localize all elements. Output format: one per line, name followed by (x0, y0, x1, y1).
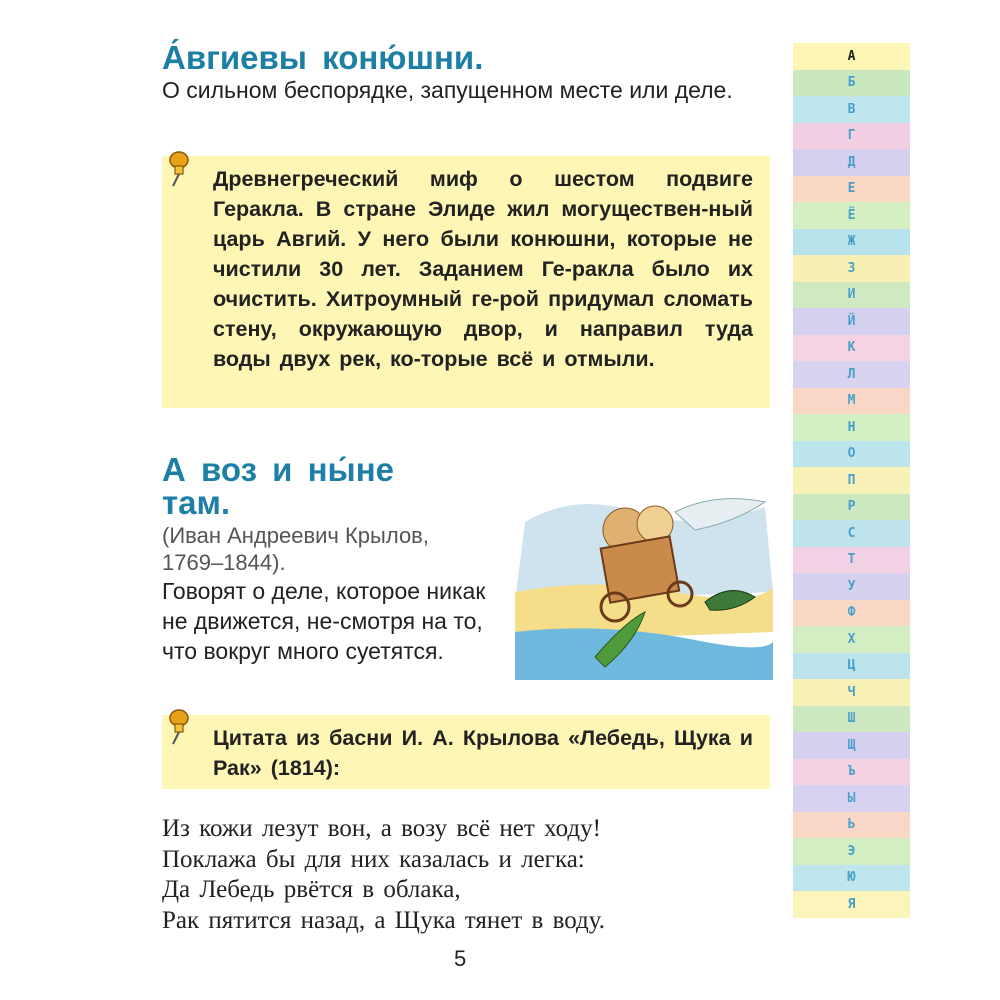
poem-line: Да Лебедь рвётся в облака, (162, 876, 461, 903)
alphabet-tab-30[interactable]: Ь (793, 812, 910, 839)
alphabet-tab-18[interactable]: Р (793, 494, 910, 521)
alphabet-tab-25[interactable]: Ч (793, 679, 910, 706)
entry-title-cart-still-there-line2: там. (162, 484, 231, 521)
entry-title-augean-stables: А́вгиевы коню́шни. (162, 39, 484, 76)
alphabet-tab-6[interactable]: Е (793, 176, 910, 203)
alphabet-tab-29[interactable]: Ы (793, 785, 910, 812)
alphabet-tab-28[interactable]: Ъ (793, 759, 910, 786)
quote-intro: Цитата из басни И. А. Крылова «Лебедь, Щука и Рак» (1814): (213, 726, 753, 780)
alphabet-tab-11[interactable]: Й (793, 308, 910, 335)
alphabet-tab-19[interactable]: С (793, 520, 910, 547)
alphabet-tab-9[interactable]: З (793, 255, 910, 282)
alphabet-tab-21[interactable]: У (793, 573, 910, 600)
alphabet-tab-27[interactable]: Щ (793, 732, 910, 759)
alphabet-index (793, 43, 910, 925)
alphabet-tab-33[interactable]: Я (793, 891, 910, 918)
pushpin-icon (164, 150, 194, 195)
entry-definition: О сильном беспорядке, запущенном месте или деле. (162, 77, 733, 103)
alphabet-tab-3[interactable]: В (793, 96, 910, 123)
alphabet-tab-7[interactable]: Ё (793, 202, 910, 229)
pushpin-icon (164, 708, 194, 753)
alphabet-tab-16[interactable]: О (793, 441, 910, 468)
entry-title-cart-still-there: А воз и ны́не (162, 451, 395, 488)
alphabet-tab-10[interactable]: И (793, 282, 910, 309)
alphabet-tab-13[interactable]: Л (793, 361, 910, 388)
alphabet-tab-17[interactable]: П (793, 467, 910, 494)
alphabet-tab-31[interactable]: Э (793, 838, 910, 865)
alphabet-tab-22[interactable]: Ф (793, 600, 910, 627)
alphabet-tab-2[interactable]: Б (793, 70, 910, 97)
illustration-swan-pike-crayfish-cart (515, 482, 773, 680)
alphabet-tab-4[interactable]: Г (793, 123, 910, 150)
alphabet-tab-14[interactable]: М (793, 388, 910, 415)
alphabet-tab-12[interactable]: К (793, 335, 910, 362)
poem-line: Рак пятится назад, а Щука тянет в воду. (162, 906, 605, 934)
alphabet-tab-32[interactable]: Ю (793, 865, 910, 892)
alphabet-tab-20[interactable]: Т (793, 547, 910, 574)
note-text: Древнегреческий миф о шестом подвиге Геракла. В стране Элиде жил могуществен-ный царь Авгий. У него были конюшни, которые не чистили 30 лет. Заданием Ге-ракла было их очистить. Хитроумный ге-рой придумал сломать стену, окружающую двор, и направил туда воды двух рек, ко-торые всё и отмыли. (213, 167, 753, 371)
alphabet-tab-15[interactable]: Н (793, 414, 910, 441)
poem (162, 814, 605, 936)
poem-line: Из кожи лезут вон, а возу всё нет ходу! (162, 815, 601, 842)
alphabet-tab-5[interactable]: Д (793, 149, 910, 176)
author-attribution: (Иван Андреевич Крылов, (162, 523, 429, 548)
alphabet-tab-26[interactable]: Ш (793, 706, 910, 733)
alphabet-tab-1[interactable]: А (793, 43, 910, 70)
poem-line: Поклажа бы для них казалась и легка: (162, 845, 585, 873)
alphabet-tab-8[interactable]: Ж (793, 229, 910, 256)
author-years: 1769–1844). (162, 550, 286, 575)
page-number: 5 (454, 946, 467, 971)
entry-definition-2: Говорят о деле, которое никак не движется, не-смотря на то, что вокруг много суетятся. (162, 578, 486, 664)
alphabet-tab-23[interactable]: Х (793, 626, 910, 653)
alphabet-tab-24[interactable]: Ц (793, 653, 910, 680)
